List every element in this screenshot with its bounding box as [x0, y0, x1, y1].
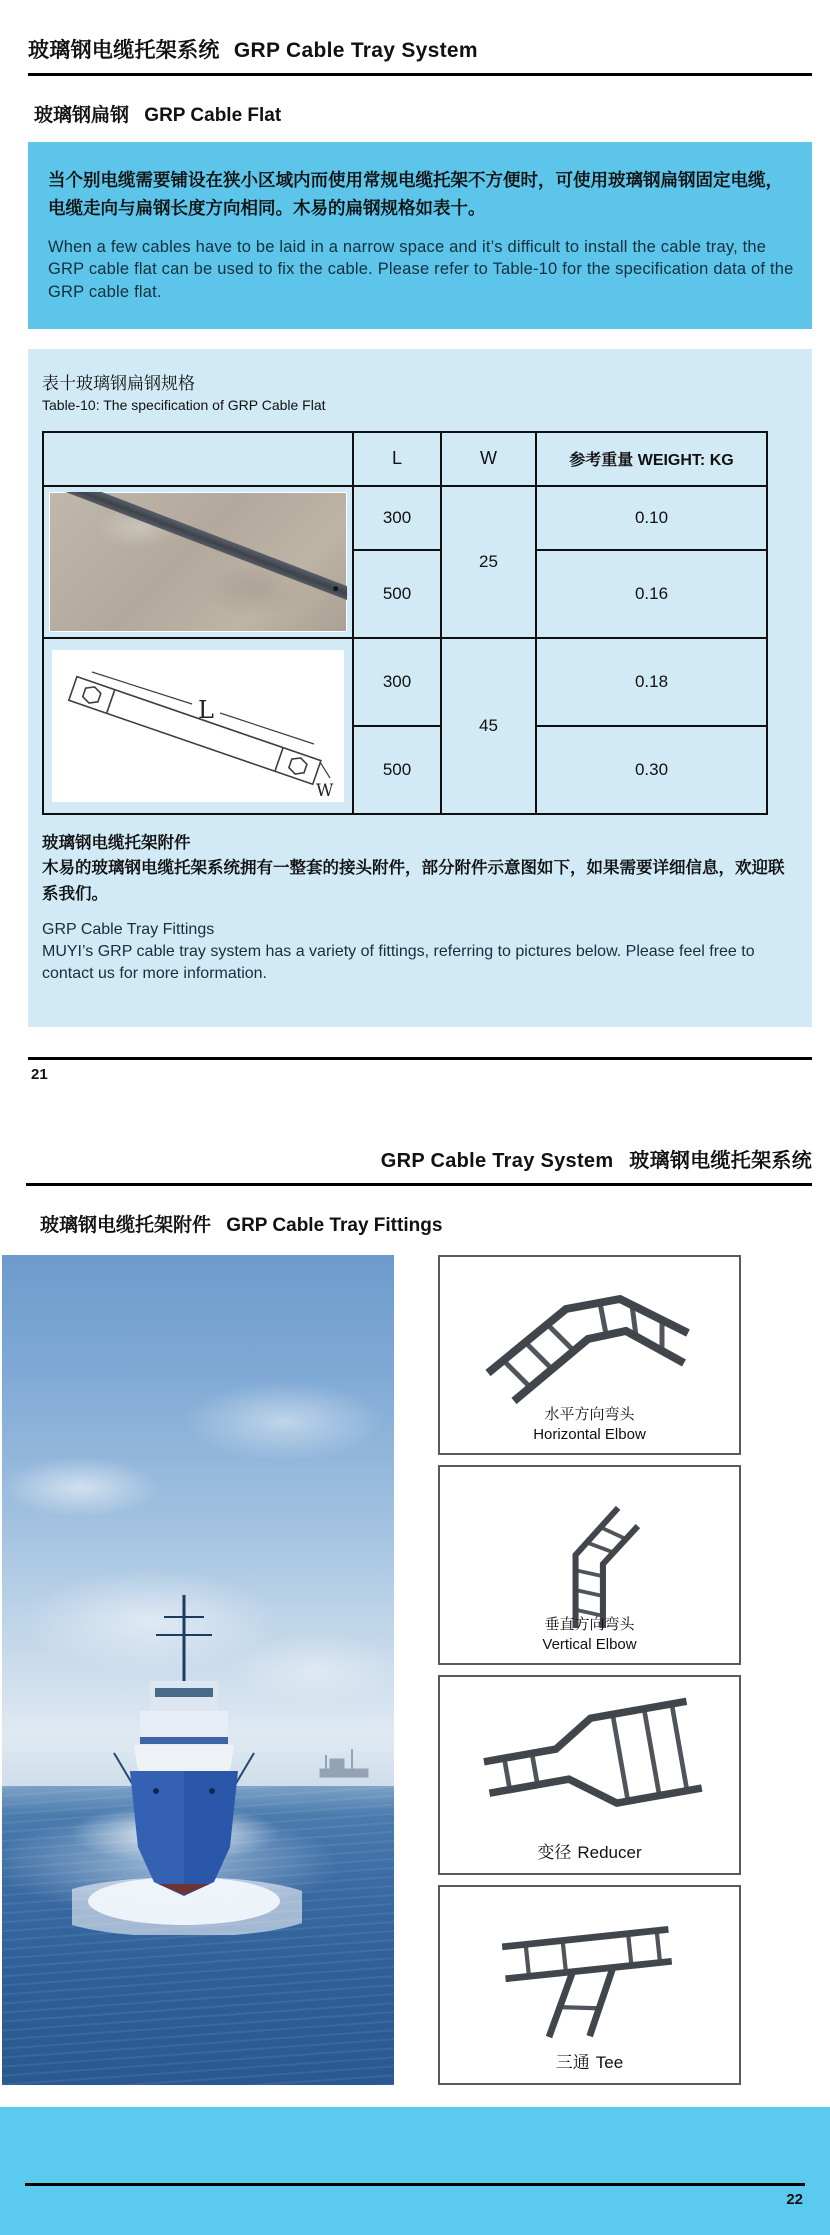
section-title-zh: 玻璃钢扁钢: [34, 105, 130, 126]
table-header-row: [43, 432, 767, 486]
horizontal-elbow-image: [465, 1269, 715, 1419]
fitting-caption-zh: 变径: [537, 1842, 572, 1862]
header-w-cell: W: [441, 432, 536, 486]
fittings-note: [42, 831, 796, 985]
fitting-panel-horizontal-elbow: [438, 1255, 741, 1455]
vertical-elbow-image: [500, 1479, 680, 1631]
spec-box: [28, 349, 812, 1027]
distant-vessel: [312, 1743, 376, 1789]
flat-bar-drawing-image: [52, 650, 338, 802]
page1-doc-header: [28, 34, 812, 76]
l-value-cell: 500: [353, 726, 441, 814]
fitting-caption-zh: 三通: [555, 2052, 590, 2072]
concrete-background: [50, 493, 346, 631]
fittings-note-zh-title: 玻璃钢电缆托架附件: [42, 833, 191, 852]
page-22: [0, 1110, 830, 2235]
table-row: [43, 486, 767, 550]
intro-box: [28, 142, 812, 329]
page-number-22: 22: [786, 2191, 803, 2208]
dimension-label-l: L: [198, 695, 214, 724]
table-caption-en: Table-10: The specification of GRP Cable Flat: [42, 396, 326, 413]
fitting-panel-vertical-elbow: [438, 1465, 741, 1665]
table-row: [43, 638, 767, 726]
section-title-fittings: [40, 1210, 830, 1237]
doc-header-en: GRP Cable Tray System: [380, 1150, 614, 1172]
fitting-caption-en: Horizontal Elbow: [533, 1425, 646, 1443]
fitting-caption-zh: 水平方向弯头: [544, 1406, 635, 1423]
intro-paragraph-zh: 当个别电缆需要铺设在狭小区域内而使用常规电缆托架不方便时，可使用玻璃钢扁钢固定电缆，电缆走向与扁钢长度方向相同。木易的扁钢规格如表十。: [48, 170, 783, 218]
fitting-caption-zh: 垂直方向弯头: [544, 1616, 635, 1633]
doc-header-zh: 玻璃钢电缆托架系统: [28, 39, 220, 62]
tee-image: [465, 1899, 715, 2051]
reducer-image: [460, 1689, 720, 1839]
page1-bottom-rule: [28, 1057, 812, 1060]
fittings-panels: [438, 1255, 741, 2085]
page2-footer-band: [0, 2107, 830, 2235]
fitting-caption: [440, 1615, 739, 1654]
flat-bar-drawing-cell: [43, 638, 353, 814]
fittings-note-en-title: GRP Cable Tray Fittings: [42, 921, 215, 939]
weight-value-cell: 0.16: [536, 550, 767, 638]
doc-header-zh: 玻璃钢电缆托架系统: [629, 1150, 812, 1172]
weight-value-cell: 0.10: [536, 486, 767, 550]
flat-bar-photo-cell: [43, 486, 353, 638]
section-title-grp-cable-flat: [34, 100, 812, 127]
spec-table: [42, 431, 768, 815]
fitting-caption: [440, 1405, 739, 1444]
section-title-zh: 玻璃钢电缆托架附件: [40, 1215, 212, 1236]
section-title-en: GRP Cable Tray Fittings: [226, 1215, 443, 1236]
l-value-cell: 300: [353, 486, 441, 550]
fitting-caption: [440, 2052, 739, 2074]
header-l-cell: L: [353, 432, 441, 486]
fitting-panel-reducer: [438, 1675, 741, 1875]
weight-value-cell: 0.30: [536, 726, 767, 814]
page-21: [0, 0, 830, 1110]
ship-photo: [2, 1255, 394, 2085]
doc-header-en: GRP Cable Tray System: [233, 39, 478, 62]
fittings-note-en-body: MUYI’s GRP cable tray system has a variety of fittings, referring to pictures below. Please feel free to contact us for more information.: [42, 943, 755, 983]
weight-value-cell: 0.18: [536, 638, 767, 726]
flat-bar-drawing: [52, 650, 344, 802]
section-title-en: GRP Cable Flat: [144, 105, 282, 126]
w-value-cell: 45: [441, 638, 536, 814]
fitting-caption-en: Tee: [595, 2052, 624, 2072]
l-value-cell: 300: [353, 638, 441, 726]
fitting-caption-en: Vertical Elbow: [542, 1635, 637, 1653]
header-weight-cell: 参考重量 WEIGHT: KG: [536, 432, 767, 486]
fitting-caption-en: Reducer: [577, 1842, 642, 1862]
flat-bar-image: [49, 492, 347, 601]
flat-bar-photo: [49, 492, 347, 632]
page2-footer-rule: [25, 2183, 805, 2186]
intro-paragraph-en: When a few cables have to be laid in a narrow space and it’s difficult to install the cable tray, the GRP cable flat can be used to fix the cable. Please refer to Table-10 for the specification data of the GRP cable flat.: [48, 238, 794, 301]
ferry-ship: [72, 1585, 302, 1935]
header-image-cell: [43, 432, 353, 486]
page2-doc-header: [26, 1144, 812, 1186]
fitting-caption: [440, 1842, 739, 1864]
l-value-cell: 500: [353, 550, 441, 638]
fitting-panel-tee: [438, 1885, 741, 2085]
page-number-21: 21: [31, 1065, 48, 1083]
dimension-label-w: W: [316, 780, 334, 801]
w-value-cell: 25: [441, 486, 536, 638]
fittings-note-zh-body: 木易的玻璃钢电缆托架系统拥有一整套的接头附件，部分附件示意图如下，如果需要详细信息，欢迎联系我们。: [42, 859, 785, 903]
table-caption-zh: 表十玻璃钢扁钢规格: [42, 373, 195, 393]
